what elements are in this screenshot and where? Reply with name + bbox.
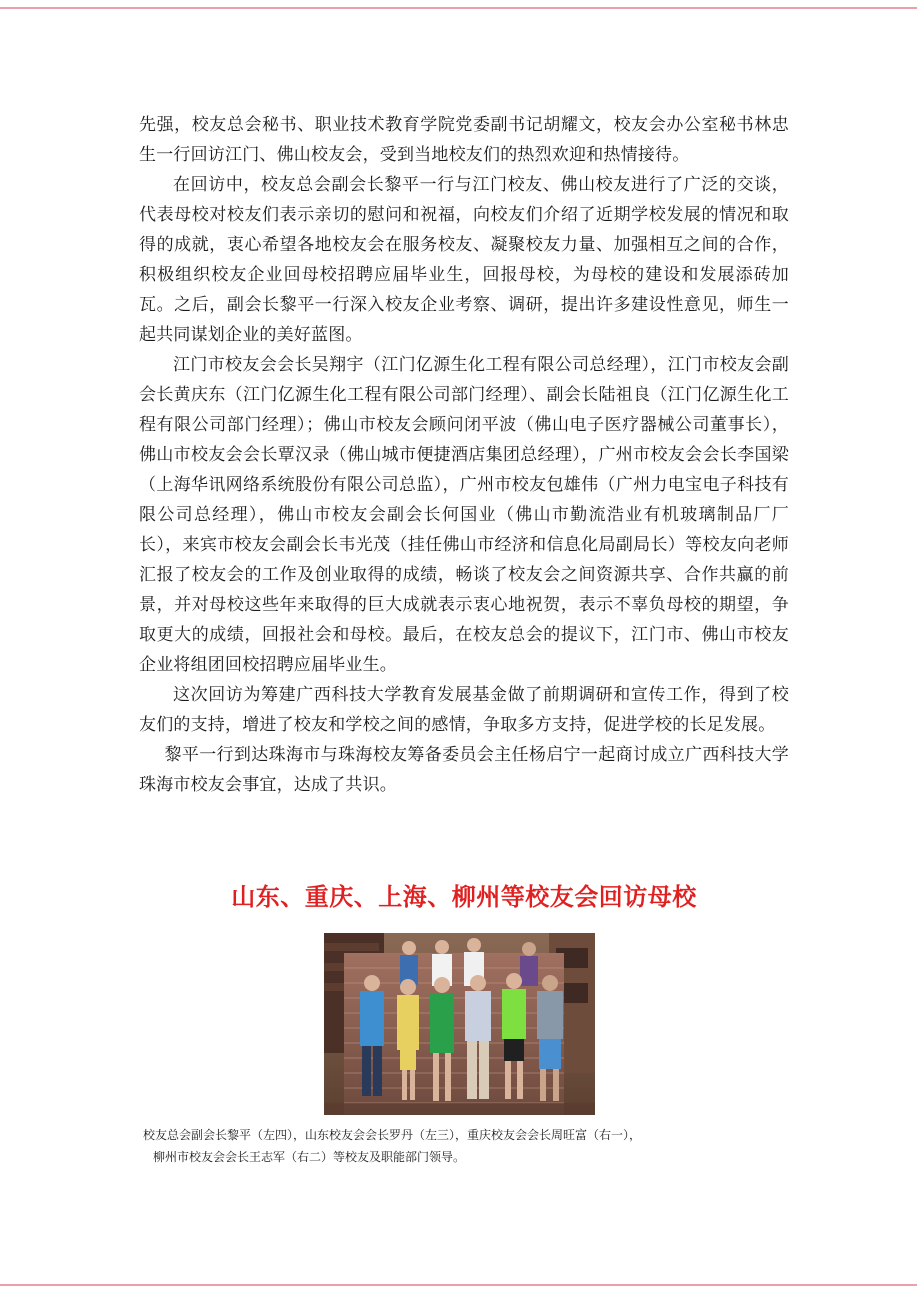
caption-line-2: 柳州市校友会会长王志军（右二）等校友及职能部门领导。 (153, 1150, 466, 1164)
bottom-border-line (0, 1284, 917, 1286)
photo-caption (143, 1124, 783, 1168)
paragraph-alumni-list: 江门市校友会会长吴翔宇（江门亿源生化工程有限公司总经理），江门市校友会副会长黄庆东（江门亿源生化工程有限公司部门经理）、副会长陆祖良（江门亿源生化工程有限公司部门经理）；佛山市校友会顾问闭平波（佛山电子医疗器械公司董事长），佛山市校友会会长覃汉录（佛山城市便捷酒店集团总经理），广州市校友会会长李国梁（上海华讯网络系统股份有限公司总监），广州市校友包雄伟（广州力电宝电子科技有限公司总经理），佛山市校友会副会长何国业（佛山市勤流浩业有机玻璃制品厂厂长），来宾市校友会副会长韦光茂（挂任佛山市经济和信息化局副局长）等校友向老师汇报了校友会的工作及创业取得的成绩，畅谈了校友会之间资源共享、合作共赢的前景，并对母校这些年来取得的巨大成就表示衷心地祝贺，表示不辜负母校的期望，争取更大的成绩，回报社会和母校。最后，在校友总会的提议下，江门市、佛山市校友企业将组团回校招聘应届毕业生。 (139, 355, 789, 675)
top-border-line (0, 7, 917, 9)
caption-line-1: 校友总会副会长黎平（左四），山东校友会会长罗丹（左三），重庆校友会会长周旺富（右一）， (143, 1128, 642, 1142)
paragraph-fund: 这次回访为筹建广西科技大学教育发展基金做了前期调研和宣传工作，得到了校友们的支持，增进了校友和学校之间的感情，争取多方支持，促进学校的长足发展。 (139, 685, 789, 735)
paragraph-visit: 在回访中，校友总会副会长黎平一行与江门校友、佛山校友进行了广泛的交谈，代表母校对校友们表示亲切的慰问和祝福，向校友们介绍了近期学校发展的情况和取得的成就，衷心希望各地校友会在服务校友、凝聚校友力量、加强相互之间的合作，积极组织校友企业回母校招聘应届毕业生，回报母校，为母校的建设和发展添砖加瓦。之后，副会长黎平一行深入校友企业考察、调研，提出许多建设性意见，师生一起共同谋划企业的美好蓝图。 (139, 175, 789, 345)
article-body (139, 110, 789, 800)
paragraph-continuation: 先强，校友总会秘书、职业技术教育学院党委副书记胡耀文，校友会办公室秘书林忠生一行回访江门、佛山校友会，受到当地校友们的热烈欢迎和热情接待。 (139, 115, 789, 165)
section-heading: 山东、重庆、上海、柳州等校友会回访母校 (231, 882, 697, 911)
paragraph-zhuhai: 黎平一行到达珠海市与珠海校友筹备委员会主任杨启宁一起商讨成立广西科技大学珠海市校友会事宜，达成了共识。 (139, 745, 789, 795)
group-photo (324, 933, 595, 1115)
group-photo-illustration (324, 933, 595, 1115)
